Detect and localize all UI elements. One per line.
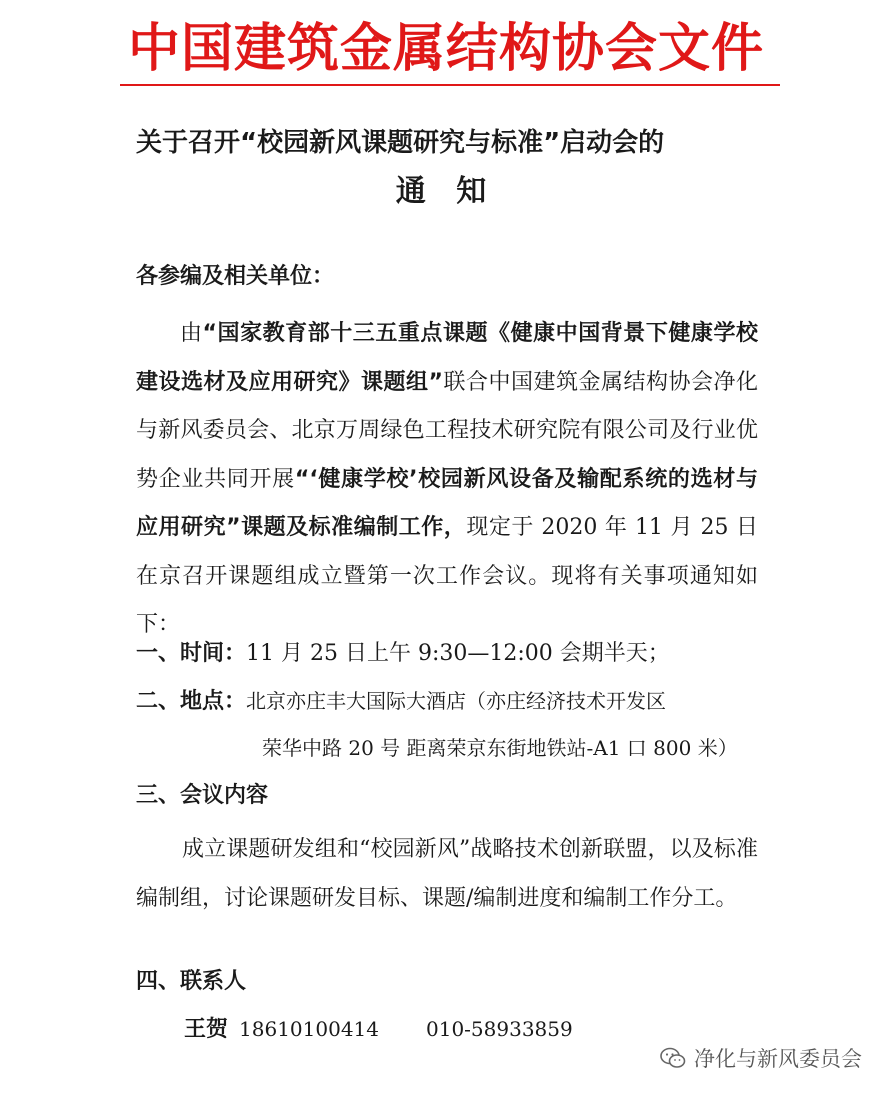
watermark-text: 净化与新风委员会 xyxy=(694,1047,862,1071)
content-text: 成立课题研发组和“校园新风”战略技术创新联盟，以及标准编制组，讨论课题研发目标、课题/编制进度和编制工作分工。 xyxy=(136,837,758,911)
wechat-icon xyxy=(660,1047,686,1069)
header-divider xyxy=(120,84,780,86)
notice-title-line1: 关于召开“校园新风课题研究与标准”启动会的 xyxy=(136,128,665,158)
place-label: 二、地点： xyxy=(136,689,247,714)
contact-label: 四、联系人 xyxy=(136,969,247,994)
time-label: 一、时间： xyxy=(136,641,247,666)
salutation: 各参编及相关单位： xyxy=(136,264,335,289)
time-row xyxy=(136,639,670,669)
intro-bold-1: “国家教育部十三五重点课题《健康中国背景下健康学校建设选材及应用研究》课题组” xyxy=(136,321,758,395)
intro-prefix: 由 xyxy=(180,321,203,346)
contact-row xyxy=(184,1014,573,1045)
watermark xyxy=(660,1043,862,1073)
notice-title-line2: 通 知 xyxy=(395,174,497,209)
place-line1: 北京亦庄丰大国际大酒店（亦庄经济技术开发区 xyxy=(246,689,667,713)
contact-name: 王贺 xyxy=(184,1017,229,1042)
place-row xyxy=(136,686,666,717)
time-value: 11 月 25 日上午 9:30—12:00 会期半天； xyxy=(246,641,670,666)
intro-normal-2: 现定于 2020 年 11 月 25 日在京召开课题组成立暨第一次工作会议。现将有关事项通知如下： xyxy=(136,515,758,637)
intro-bold-2: “‘健康学校’校园新风设备及输配系统的选材与应用研究”课题及标准编制工作， xyxy=(136,466,758,540)
contact-phone: 010-58933859 xyxy=(426,1017,573,1041)
document-header-title: 中国建筑金属结构协会文件 xyxy=(127,19,764,79)
intro-normal-1: 联合中国建筑金属结构协会净化与新风委员会、北京万周绿色工程技术研究院有限公司及行业优势企业共同开展 xyxy=(136,369,758,492)
place-line2: 荣华中路 20 号 距离荣京东街地铁站-A1 口 800 米） xyxy=(262,736,738,760)
contact-mobile: 18610100414 xyxy=(239,1017,379,1041)
content-label: 三、会议内容 xyxy=(136,783,269,808)
intro-paragraph xyxy=(136,310,758,650)
